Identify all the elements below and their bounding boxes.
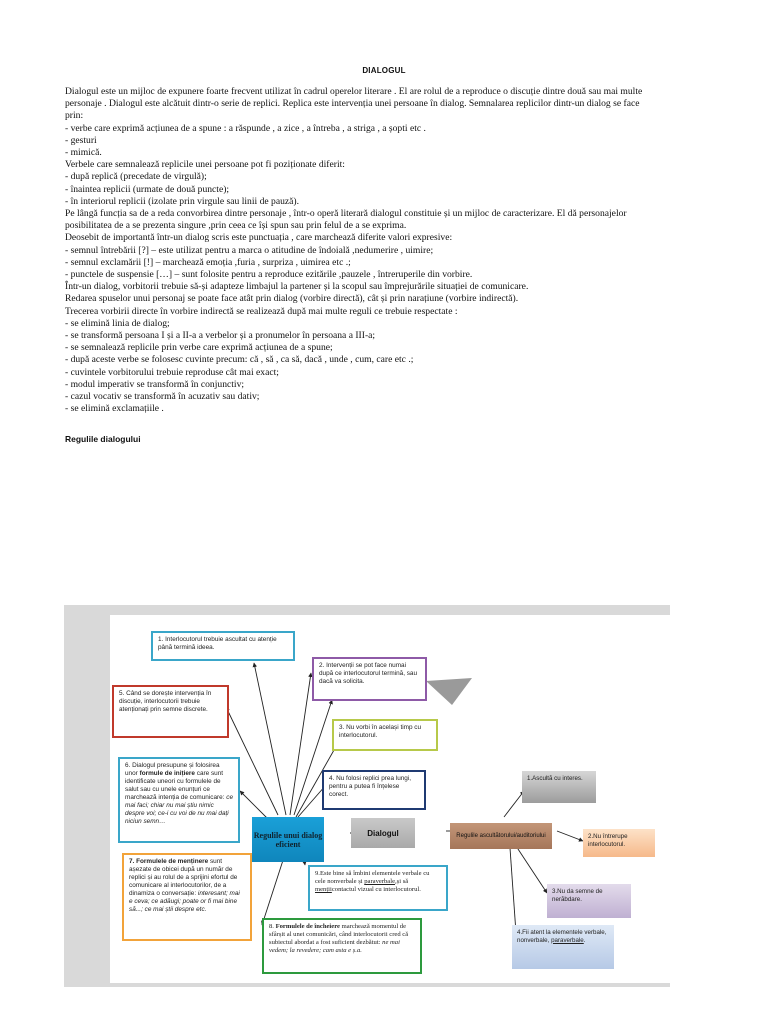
listener-rule-4-end: . <box>583 936 586 944</box>
document-body <box>65 86 705 415</box>
body-line: Într-un dialog, vorbitorii trebuie să-și adapteze limbajul la partener și la scopul sau împrejurările situației de comunicare. <box>65 281 529 293</box>
body-line: posibilitatea de a se prezenta singure ,prin ceea ce își spun sau prin felul de a se exprima. <box>65 220 407 232</box>
rule-box-6 <box>118 757 240 843</box>
body-line: - cuvintele vorbitorului trebuie reproduse cât mai exact; <box>65 366 279 378</box>
body-line: - după aceste verbe se folosesc cuvinte precum: că , să , ca să, dacă , unde , cum, care etc .; <box>65 354 414 366</box>
body-line: - verbe care exprimă acțiunea de a spune : a răspunde , a zice , a întreba , a striga , a șopti etc . <box>65 122 426 134</box>
body-line: - cazul vocativ se transformă în acuzativ sau dativ; <box>65 391 260 403</box>
body-line: - gesturi <box>65 134 97 146</box>
body-line: - se semnalează replicile prin verbe care exprimă acțiunea de a spune; <box>65 342 333 354</box>
center-node-listener-rules: Regulile ascultătorului/auditoriului <box>450 823 552 849</box>
body-line: Verbele care semnalează replicile unei persoane pot fi poziționate diferit: <box>65 159 345 171</box>
body-line: - în interiorul replicii (izolate prin virgule sau linii de pauză). <box>65 195 299 207</box>
listener-rule-3: 3.Nu da semne de nerăbdare. <box>547 884 631 918</box>
listener-rule-4 <box>512 925 614 969</box>
rule-9-text: 9.Este bine să îmbini elementele verbale cu cele nonverbale și <box>315 870 430 885</box>
rule-8-examples: ne mai vedem; la revedere; cam asta e ș.a. <box>269 939 400 954</box>
rule-6-text: 6. Dialogul presupune și folosirea unor <box>125 762 220 777</box>
rule-7-text: sunt așezate de obicei după un număr de replici și au rolul de a sprijini efortul de comunicare al interlocutorilor, de a dinamiza o conversație: <box>129 858 238 897</box>
body-line: Trecerea vorbirii directe în vorbire indirectă se realizează după mai multe reguli ce trebuie respectate : <box>65 305 458 317</box>
rule-6-emphasis: formule de inițiere <box>139 770 195 777</box>
body-line: - semnul întrebării [?] – este utilizat pentru a marca o atitudine de îndoială ,nedumerire , uimire; <box>65 244 434 256</box>
body-line: - punctele de suspensie […] – sunt folosite pentru a reproduce ezitările ,pauzele , întreruperile din vorbire. <box>65 269 473 281</box>
body-line: - mimică. <box>65 147 102 159</box>
listener-rule-4-paraverbal: paraverbale <box>551 936 584 944</box>
body-line: Deosebit de importantă într-un dialog scris este punctuația , care marchează diferite valori expresive: <box>65 232 453 244</box>
rule-6-examples: ce mai faci; chiar nu mai știu nimic despre voi; ce-i cu voi de nu mai dați niciun semn… <box>125 794 233 825</box>
document-title: DIALOGUL <box>362 66 406 75</box>
dialogue-rules-diagram <box>64 605 670 987</box>
body-line: Pe lângă funcția sa de a reda convorbirea dintre personaje , într-o operă literară dialogul constituie și un mijloc de caracterizare. El dă personajelor <box>65 208 627 220</box>
body-line: prin: <box>65 110 84 122</box>
rule-8-number: 8. <box>269 923 276 930</box>
rule-box-4: 4. Nu folosi replici prea lungi, pentru a putea fi înțelese corect. <box>322 770 426 810</box>
listener-rule-2: 2.Nu întrerupe interlocutorul. <box>583 829 655 857</box>
rule-7-examples: interesant; mai e ceva; ce adăugi; poate or fi mai bine să...; ce mai știi despre etc. <box>129 890 240 913</box>
body-line: - se elimină exclamațiile . <box>65 403 164 415</box>
rule-9-text-3: contactul vizual cu interlocutorul. <box>331 886 421 893</box>
rule-box-5: 5. Când se dorește intervenția în discuție, interlocutorii trebuie atenționați prin semne discrete. <box>112 685 229 738</box>
center-node-effective-dialogue: Regulile unui dialog eficient <box>252 817 324 862</box>
rule-box-3: 3. Nu vorbi în același timp cu interlocutorul. <box>332 719 438 751</box>
rule-9-text-2: ,și să <box>395 878 409 885</box>
body-line: - se elimină linia de dialog; <box>65 317 170 329</box>
body-line: Redarea spuselor unui personaj se poate face atât prin dialog (vorbire directă), cât și prin narațiune (vorbire indirectă). <box>65 293 519 305</box>
body-line: - semnul exclamării [!] – marchează emoția ,furia , surpriza , uimirea etc .; <box>65 256 351 268</box>
body-line: Dialogul este un mijloc de expunere foarte frecvent utilizat în cadrul operelor literare . El are rolul de a reproduce o discuție dintre două sau mai multe <box>65 86 643 97</box>
listener-rule-4-text: 4.Fii atent la elementele verbale, nonverbale, <box>517 929 607 944</box>
rule-8-text: marchează momentul de sfârșit al unei comunicări, când interlocutorii cred că subiectul abordat a fost suficient dezbătut: <box>269 923 409 946</box>
body-line: personaje . Dialogul este alcătuit dintr-o serie de replici. Replica este intervenția unei persoane în dialog. Semnalarea replicilor dintr-un dialog se face <box>65 98 640 110</box>
listener-rule-1: 1.Ascultă cu interes. <box>522 771 596 803</box>
body-line: - se transformă persoana I și a II-a a verbelor și a pronumelor în persoana a III-a; <box>65 330 376 342</box>
rule-6-text-2: care sunt identificate uneori cu formulele de salut sau cu unele enunțuri ce marchează intenția de comunicare: <box>125 770 227 801</box>
rule-8-emphasis: Formulele de încheiere <box>275 923 340 930</box>
rule-9-paraverbal: paraverbale <box>364 878 395 885</box>
rule-box-1: 1. Interlocutorul trebuie ascultat cu atenție până termină ideea. <box>151 631 295 661</box>
speech-pointer-shape <box>426 678 472 705</box>
rule-box-2: 2. Intervenții se pot face numai după ce interlocutorul termină, sau dacă va solicita. <box>312 657 427 701</box>
body-line: - modul imperativ se transformă în conjunctiv; <box>65 378 245 390</box>
rule-9-maintain: menții <box>315 886 332 893</box>
body-line: - după replică (precedate de virgulă); <box>65 171 207 183</box>
rule-box-7 <box>122 853 252 941</box>
center-node-dialogue: Dialogul <box>351 818 415 848</box>
rule-box-9 <box>308 865 448 911</box>
rule-box-8 <box>262 918 422 974</box>
section-subtitle: Regulile dialogului <box>65 434 141 444</box>
rule-7-emphasis: 7. Formulele de menținere <box>129 858 209 865</box>
body-line: - înaintea replicii (urmate de două puncte); <box>65 183 230 195</box>
